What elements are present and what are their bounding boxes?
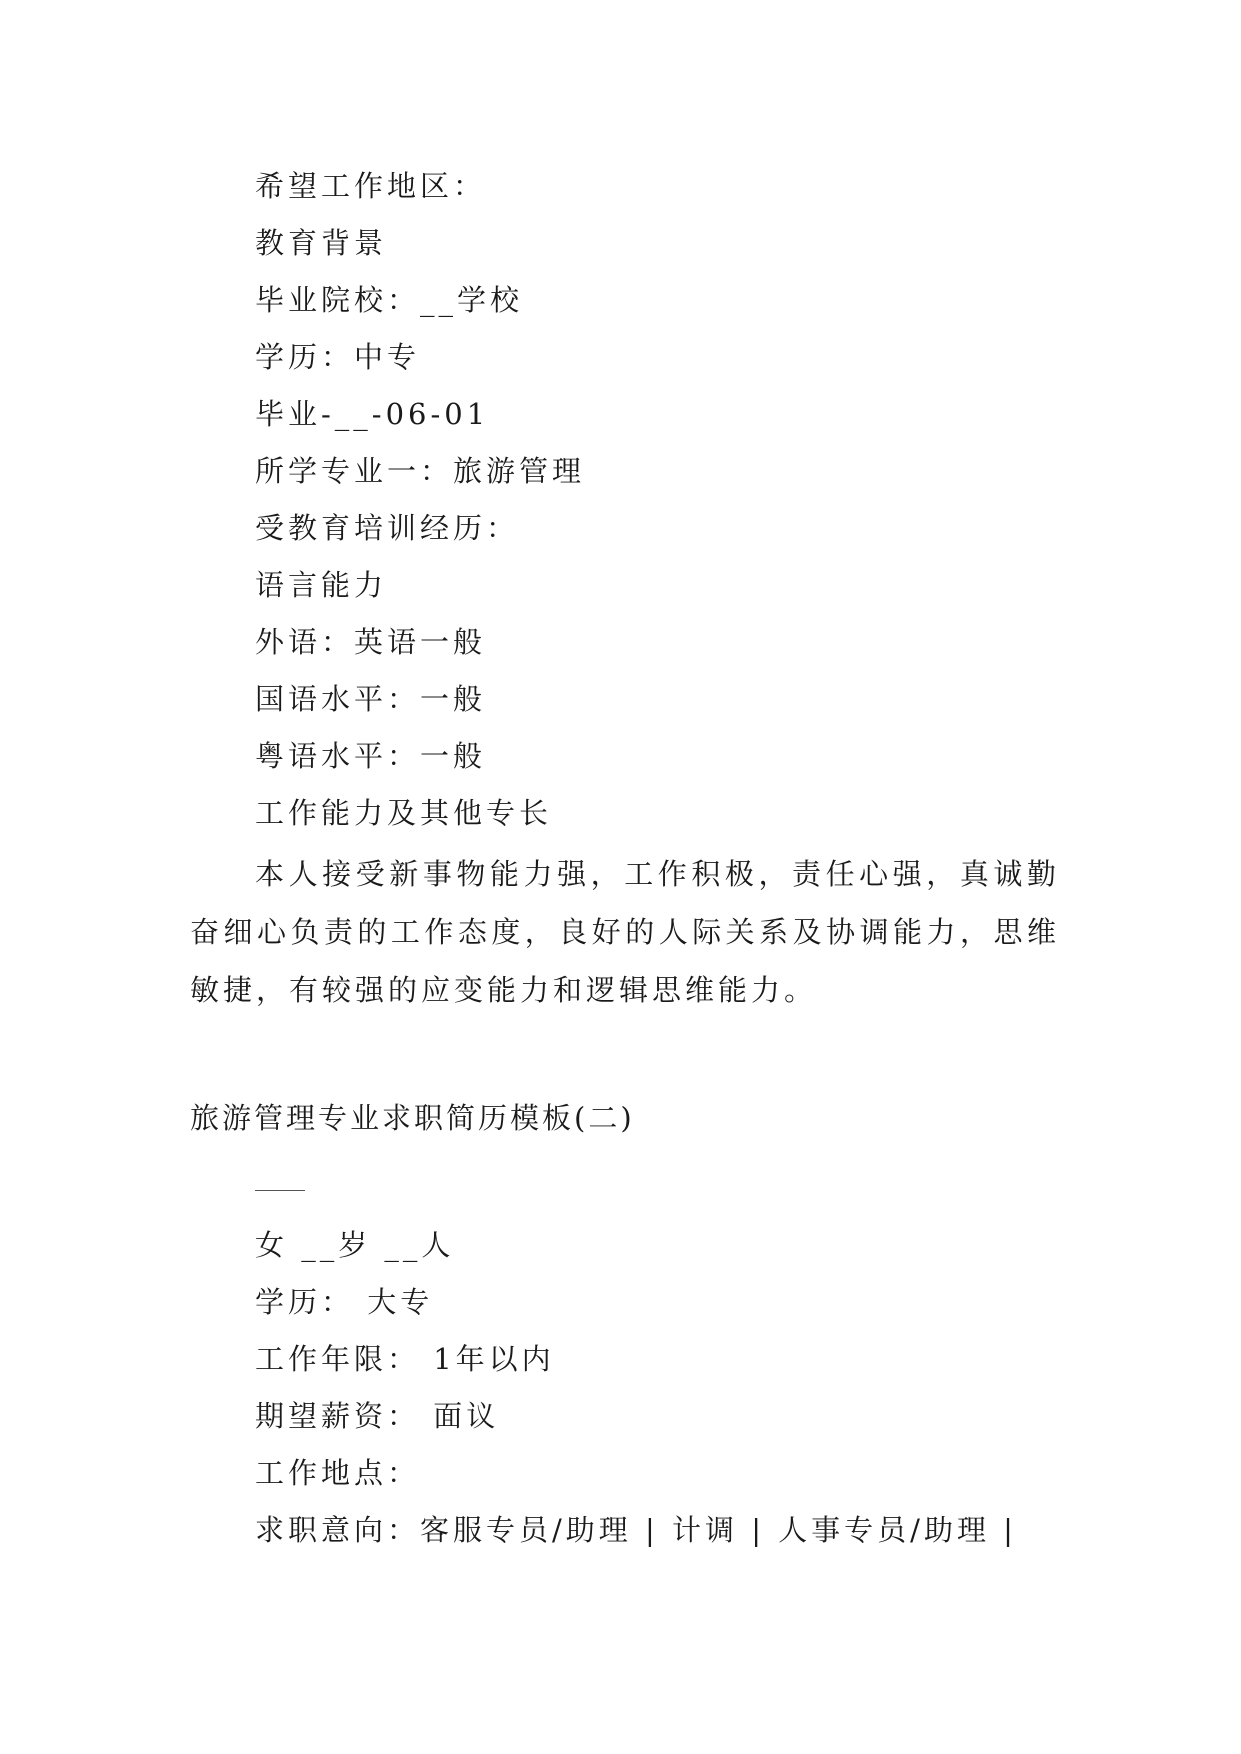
resume-template-2-title: 旅游管理专业求职简历模板(二) bbox=[190, 1101, 635, 1135]
education-background-heading: 教育背景 bbox=[255, 226, 388, 260]
graduation-date: 毕业-__-06-01 bbox=[255, 397, 490, 431]
desired-work-area: 希望工作地区： bbox=[255, 169, 487, 203]
training-history: 受教育培训经历： bbox=[255, 511, 520, 545]
expected-salary: 期望薪资： 面议 bbox=[255, 1399, 500, 1433]
major: 所学专业一：旅游管理 bbox=[255, 454, 586, 488]
gender-age-origin: 女 __岁 __人 bbox=[255, 1228, 455, 1262]
work-experience-years: 工作年限： 1年以内 bbox=[255, 1342, 555, 1376]
mandarin-level: 国语水平：一般 bbox=[255, 682, 487, 716]
skills-heading: 工作能力及其他专长 bbox=[255, 796, 553, 830]
education-level: 学历：中专 bbox=[255, 340, 421, 374]
graduated-school: 毕业院校：__学校 bbox=[255, 283, 524, 317]
self-evaluation-paragraph: 本人接受新事物能力强，工作积极，责任心强，真诚勤奋细心负责的工作态度，良好的人际关系及协调能力，思维敏捷，有较强的应变能力和逻辑思维能力。 bbox=[190, 857, 1060, 1007]
work-location: 工作地点： bbox=[255, 1456, 421, 1490]
education-level-2: 学历： 大专 bbox=[255, 1285, 434, 1319]
cantonese-level: 粤语水平：一般 bbox=[255, 739, 487, 773]
language-ability-heading: 语言能力 bbox=[255, 568, 388, 602]
job-intention: 求职意向：客服专员/助理 | 计调 | 人事专员/助理 | bbox=[255, 1513, 1017, 1547]
name-blank-line bbox=[255, 1190, 305, 1191]
foreign-language: 外语：英语一般 bbox=[255, 625, 487, 659]
